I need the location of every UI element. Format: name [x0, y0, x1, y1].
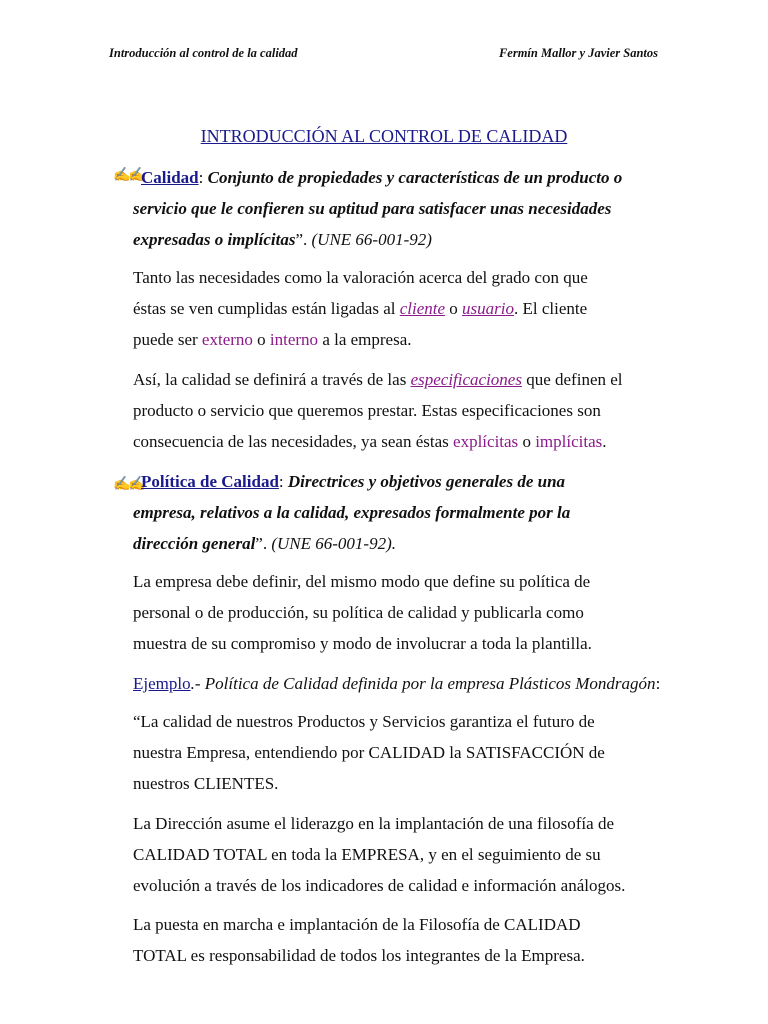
- header-right: Fermín Mallor y Javier Santos: [498, 46, 658, 60]
- calidad-definition: Calidad: Conjunto de propiedades y características de un producto o: [141, 168, 623, 187]
- calidad-term-link[interactable]: Calidad: [141, 168, 199, 187]
- cliente-link[interactable]: cliente: [399, 299, 446, 318]
- quote-paragraph-3: La puesta en marcha e implantación de la Filosofía de CALIDAD TOTAL es responsabilidad de todos los integrantes de la Empresa.: [133, 915, 585, 965]
- externo-term: externo: [201, 330, 253, 349]
- usuario-link[interactable]: usuario: [462, 299, 515, 318]
- politica-definition-cont: empresa, relativos a la calidad, expresados formalmente por la dirección general”. (UNE 66-001-92).: [133, 503, 571, 553]
- page-title: INTRODUCCIÓN AL CONTROL DE CALIDAD: [200, 126, 568, 146]
- paragraph-especificaciones: Así, la calidad se definirá a través de las especificaciones que definen el producto o servicio que queremos prestar. Estas especificaciones son consecuencia de las necesidades, ya sean éstas explícitas o implícitas.: [133, 370, 623, 451]
- paragraph-clientes: Tanto las necesidades como la valoración acerca del grado con que éstas se ven cumplidas están ligadas al cliente o usuario. El cliente puede ser externo o interno a la empresa.: [133, 268, 588, 349]
- politica-term-link[interactable]: Política de Calidad: [141, 472, 279, 491]
- calidad-definition-cont: servicio que le confieren su aptitud para satisfacer unas necesidades expresadas o implícitas”. (UNE 66-001-92): [133, 199, 612, 249]
- interno-term: interno: [269, 330, 319, 349]
- quote-paragraph-2: La Dirección asume el liderazgo en la implantación de una filosofía de CALIDAD TOTAL en toda la EMPRESA, y en el seguimiento de su evolución a través de los indicadores de calidad e información análogos.: [133, 814, 626, 895]
- header-left: Introducción al control de la calidad: [109, 46, 298, 60]
- writing-hand-icon: ✍✍: [113, 168, 144, 183]
- ejemplo-line: Ejemplo.- Política de Calidad definida por la empresa Plásticos Mondragón:: [133, 674, 661, 693]
- explicitas-term: explícitas: [453, 432, 519, 451]
- writing-hand-icon: ✍✍: [113, 477, 144, 492]
- ejemplo-link[interactable]: Ejemplo: [133, 674, 191, 693]
- paragraph-politica: La empresa debe definir, del mismo modo que define su política de personal o de producción, su política de calidad y publicarla como muestra de su compromiso y modo de involucrar a toda la plantilla.: [133, 572, 592, 653]
- especificaciones-link[interactable]: especificaciones: [410, 370, 522, 389]
- quote-paragraph-1: “La calidad de nuestros Productos y Servicios garantiza el futuro de nuestra Empresa, entendiendo por CALIDAD la SATISFACCIÓN de nuestros CLIENTES.: [133, 712, 605, 793]
- politica-definition: Política de Calidad: Directrices y objetivos generales de una: [141, 472, 566, 491]
- implicitas-term: implícitas: [535, 432, 603, 451]
